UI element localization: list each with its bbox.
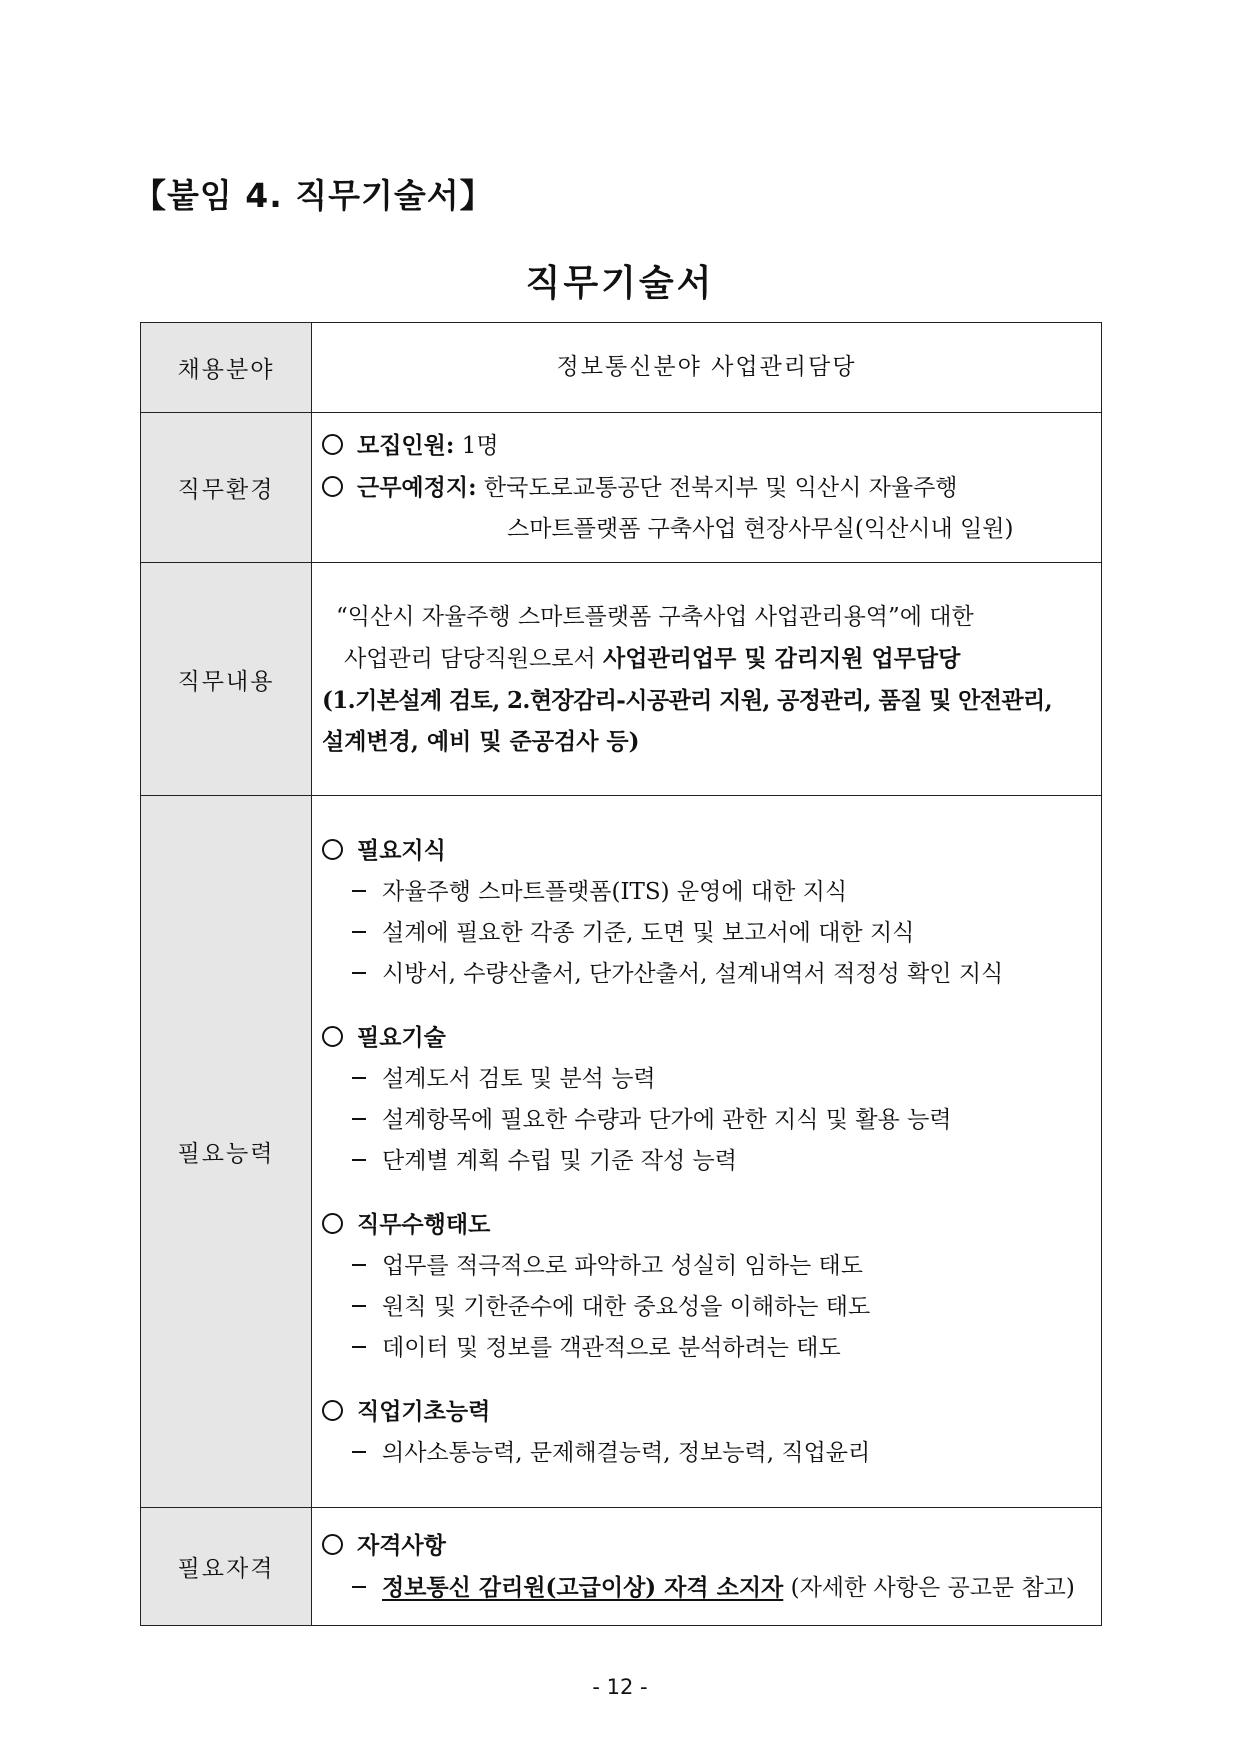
row-ability	[141, 796, 1102, 1508]
label-qualification: 필요자격	[141, 1508, 312, 1626]
dash-icon	[352, 1159, 366, 1161]
row-content	[141, 563, 1102, 796]
list-item: 자율주행 스마트플랫폼(ITS) 운영에 대한 지식	[382, 878, 848, 905]
content-line-2a: 사업관리 담당직원으로서	[344, 645, 596, 672]
qualification-note: (자세한 사항은 공고문 참고)	[790, 1574, 1075, 1601]
dash-icon	[352, 1586, 366, 1588]
content-line-2b: 사업관리업무 및 감리지원 업무담당	[603, 644, 961, 672]
row-field	[141, 323, 1102, 413]
recruit-value: 1명	[461, 433, 499, 459]
page-number: - 12 -	[592, 1675, 648, 1699]
list-item: 설계항목에 필요한 수량과 단가에 관한 지식 및 활용 능력	[382, 1106, 952, 1133]
dash-icon	[352, 1077, 366, 1079]
place-value-2: 스마트플랫폼 구축사업 현장사무실(익산시내 일원)	[507, 516, 1014, 542]
qualification-title: 자격사항	[357, 1531, 446, 1559]
dash-icon	[352, 1118, 366, 1120]
circle-bullet-icon	[322, 476, 343, 497]
list-item: 설계도서 검토 및 분석 능력	[382, 1065, 656, 1092]
list-item: 데이터 및 정보를 객관적으로 분석하려는 태도	[382, 1334, 841, 1361]
circle-bullet-icon	[322, 1213, 343, 1234]
circle-bullet-icon	[322, 1026, 343, 1047]
value-environment	[312, 413, 1102, 563]
circle-bullet-icon	[322, 434, 343, 455]
value-ability	[312, 796, 1102, 1508]
dash-icon	[352, 931, 366, 933]
content-line-4: 설계변경, 예비 및 준공검사 등)	[322, 727, 640, 755]
dash-icon	[352, 1305, 366, 1307]
label-content: 직무내용	[141, 563, 312, 796]
skill-title: 필요기술	[357, 1023, 446, 1051]
list-item: 업무를 적극적으로 파악하고 성실히 임하는 태도	[382, 1252, 863, 1279]
place-value-1: 한국도로교통공단 전북지부 및 익산시 자율주행	[483, 475, 958, 501]
basic-title: 직업기초능력	[357, 1397, 491, 1425]
list-item: 시방서, 수량산출서, 단가산출서, 설계내역서 적정성 확인 지식	[382, 960, 1004, 987]
label-field: 채용분야	[141, 323, 312, 413]
circle-bullet-icon	[322, 1534, 343, 1555]
list-item: 원칙 및 기한준수에 대한 중요성을 이해하는 태도	[382, 1293, 871, 1320]
value-content	[312, 563, 1102, 796]
recruit-key: 모집인원:	[357, 432, 455, 459]
dash-icon	[352, 1346, 366, 1348]
content-line-1: “익산시 자율주행 스마트플랫폼 구축사업 사업관리용역”에 대한	[336, 603, 974, 630]
knowledge-title: 필요지식	[357, 836, 446, 864]
dash-icon	[352, 1264, 366, 1266]
row-qualification	[141, 1508, 1102, 1626]
circle-bullet-icon	[322, 1400, 343, 1421]
label-environment: 직무환경	[141, 413, 312, 563]
content-line-3: (1.기본설계 검토, 2.현장감리-시공관리 지원, 공정관리, 품질 및 안전관리,	[322, 686, 1053, 714]
qualification-main: 정보통신 감리원(고급이상) 자격 소지자	[382, 1573, 784, 1601]
value-field: 정보통신분야 사업관리담당	[312, 323, 1102, 413]
list-item: 단계별 계획 수립 및 기준 작성 능력	[382, 1147, 737, 1174]
dash-icon	[352, 972, 366, 974]
place-key: 근무예정지:	[357, 474, 477, 501]
row-environment	[141, 413, 1102, 563]
dash-icon	[352, 1451, 366, 1453]
attitude-title: 직무수행태도	[357, 1210, 491, 1238]
document-title: 직무기술서	[525, 263, 715, 304]
job-description-table	[140, 322, 1102, 1626]
attachment-heading: 【붙임 4. 직무기술서】	[133, 176, 494, 215]
value-qualification	[312, 1508, 1102, 1626]
dash-icon	[352, 890, 366, 892]
list-item: 의사소통능력, 문제해결능력, 정보능력, 직업윤리	[382, 1439, 871, 1466]
label-ability: 필요능력	[141, 796, 312, 1508]
list-item: 설계에 필요한 각종 기준, 도면 및 보고서에 대한 지식	[382, 919, 915, 946]
circle-bullet-icon	[322, 839, 343, 860]
